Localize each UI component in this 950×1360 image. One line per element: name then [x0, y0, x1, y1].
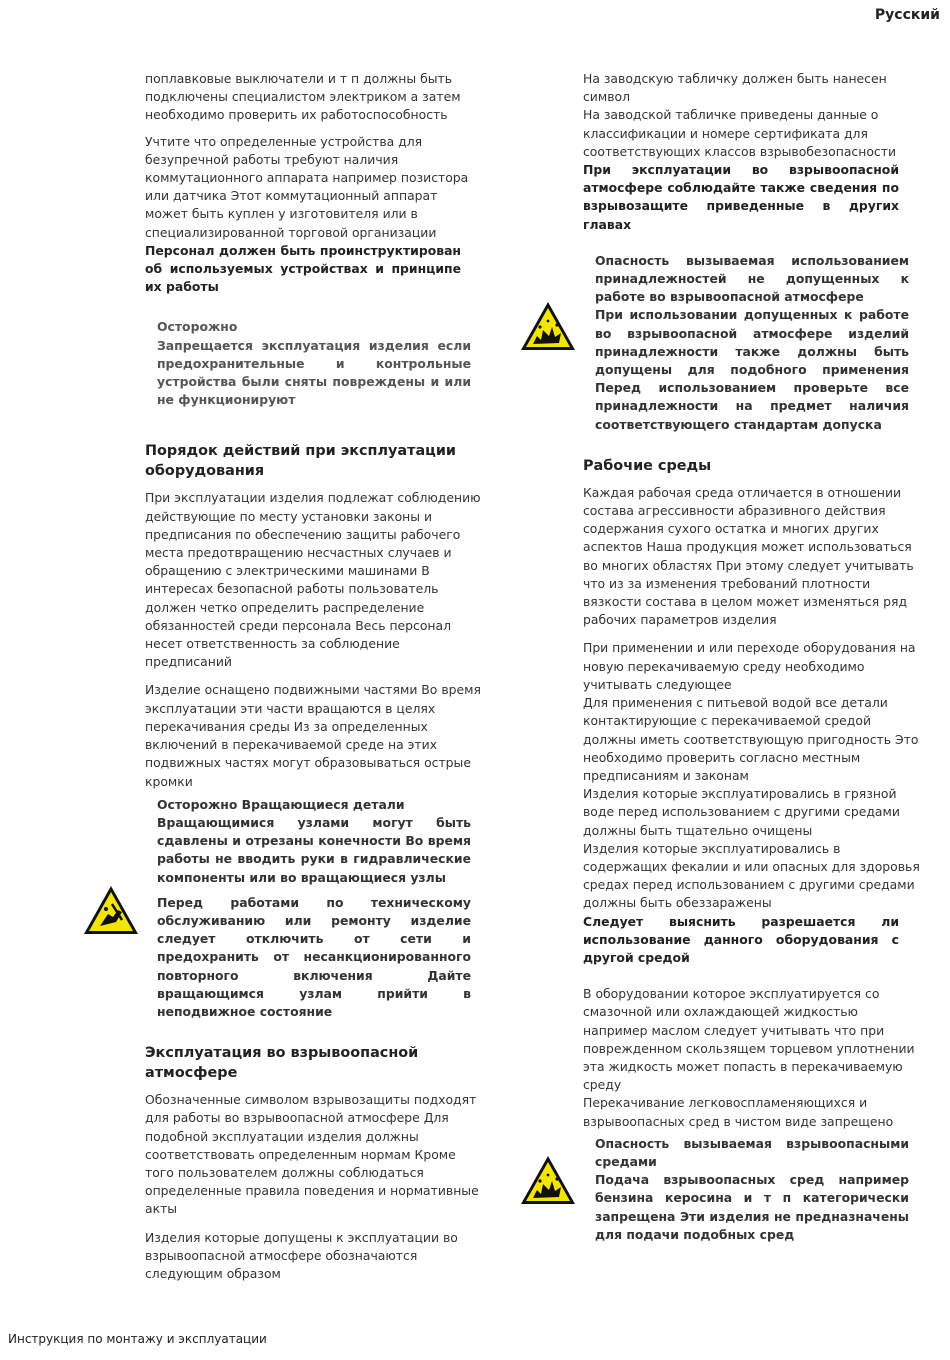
paragraph-moving-parts: Изделие оснащено подвижными частями Во время эксплуатации эти части вращаются в целях перекачивания среды Из за определенных включений в перекачиваемой среде на этих подвижных частях могут образовываться острые кромки: [145, 682, 481, 789]
rotating-parts-warning-icon: [82, 884, 140, 936]
paragraph-operation-rules: При эксплуатации изделия подлежат соблюдению действующие по месту установки законы и предписания по обеспечению защиты рабочего места предотвращению несчастных случаев и обращению с электрическими машинами В интересах безопасной работы пользователь должен четко определить распределение обязанностей среди персонала Весь персонал несет ответственность за соблюдение предписаний: [145, 490, 481, 670]
left-column: [145, 70, 485, 1291]
caution-title: Осторожно: [157, 319, 238, 335]
caution-rotating-text: Осторожно Вращающиеся детали Вращающимися узлами могут быть сдавлены и отрезаны конечности Во время работы не вводить руки в гидравлические компоненты или во вращающиеся узлы: [157, 796, 471, 885]
caution-rotating-parts: [157, 796, 471, 1021]
caution-maintenance-text: Перед работами по техническому обслуживанию или ремонту изделие следует отключить от сети и предохранить от несанкционированного повторного включения Дайте вращающимся узлам прийти в неподвижное состояние: [157, 894, 471, 1019]
danger-accessories-text: При использовании допущенных к работе во взрывоопасной атмосфере изделий принадлежности также должны быть допущены для подобного применения Перед использованием проверьте все принадлежности на предмет наличия соответствующего стандартам допуска: [595, 307, 909, 432]
paragraph-nameplate: На заводскую табличку должен быть нанесен символ На заводской табличке приведены данные о классификации и номере сертификата для соответствующих классов взрывобезопасности: [583, 71, 896, 159]
right-column: [583, 70, 921, 1244]
paragraph-ex-info: При эксплуатации во взрывоопасной атмосфере соблюдайте также сведения по взрывозащите приведенные в других главах: [583, 162, 899, 232]
heading-media: Рабочие среды: [583, 457, 712, 474]
danger-media-text: Подача взрывоопасных сред например бензина керосина и т п категорически запрещена Эти изделия не предназначены для подачи подобных сред: [595, 1172, 909, 1242]
paragraph-lubricant: В оборудовании которое эксплуатируется со смазочной или охлаждающей жидкостью например маслом следует учитывать что при поврежденном скользящем торцевом уплотнении эта жидкость может попасть в перекачиваемую среду Перекачивание легковоспламеняющихся и взрывоопасных сред в чистом виде запрещено: [583, 986, 915, 1129]
paragraph-switches: поплавковые выключатели и т п должны быть подключены специалистом электриком а затем необходимо проверить их работоспособность: [145, 71, 461, 123]
paragraph-ex-marking: Изделия которые допущены к эксплуатации во взрывоопасной атмосфере обозначаются следующим образом: [145, 1229, 458, 1281]
danger-media-title: Опасность вызываемая взрывоопасными средами: [595, 1135, 909, 1169]
danger-explosive-media: [595, 1135, 909, 1244]
danger-accessories-title: Опасность вызываемая использованием принадлежностей не допущенных к работе во взрывоопасной атмосфере: [595, 252, 909, 305]
paragraph-media-change: При применении и или переходе оборудования на новую перекачиваемую среду необходимо учитывать следующее Для применения с питьевой водой все детали контактирующие с перекачиваемой средой должны иметь соответствующую пригодность Это необходимо проверить согласно местным предписаниям и законам Изделия которые эксплуатировались в грязной воде перед использованием с другими средами должны быть тщательно очищены Изделия которые эксплуатировались в содержащих фекалии и или опасных для здоровья средах перед использованием с другими средами должны быть обеззаражены: [583, 640, 920, 911]
heading-operation: Порядок действий при эксплуатации оборудования: [145, 443, 457, 480]
paragraph-ex-symbol: Обозначенные символом взрывозащиты подходят для работы во взрывоопасной атмосфере Для подобной эксплуатации изделия должны соответствовать определенным нормам Кроме того пользователем должны соблюдаться определенные правила поведения и нормативные акты: [145, 1092, 479, 1217]
explosion-warning-icon: [519, 1154, 577, 1206]
paragraph-switchgear: Учтите что определенные устройства для безупречной работы требуют наличия коммутационного аппарата например позистора или датчика Этот коммутационный аппарат может быть куплен у изготовителя или в специализированной торговой организации: [145, 133, 469, 240]
paragraph-media-check: Следует выяснить разрешается ли использование данного оборудования с другой средой: [583, 913, 899, 965]
explosion-warning-icon: [519, 300, 577, 352]
paragraph-personnel: Персонал должен быть проинструктирован об используемых устройствах и принципе их работы: [145, 242, 461, 295]
language-label: Русский: [874, 7, 940, 23]
footer-text: Инструкция по монтажу и эксплуатации: [8, 1332, 267, 1346]
caution-text: Запрещается эксплуатация изделия если предохранительные и контрольные устройства были сняты повреждены и или не функционируют: [157, 337, 471, 408]
caution-safety-devices: [157, 318, 471, 409]
danger-accessories: [595, 252, 909, 434]
paragraph-media: Каждая рабочая среда отличается в отношении состава агрессивности абразивного действия содержания сухого остатка и многих других аспектов Наша продукция может использоваться во многих областях При этому следует учитывать что из за изменения требований плотности вязкости состава в целом может изменяться ряд рабочих параметров изделия: [583, 484, 914, 628]
heading-explosive-atmosphere: Эксплуатация во взрывоопасной атмосфере: [145, 1045, 419, 1082]
